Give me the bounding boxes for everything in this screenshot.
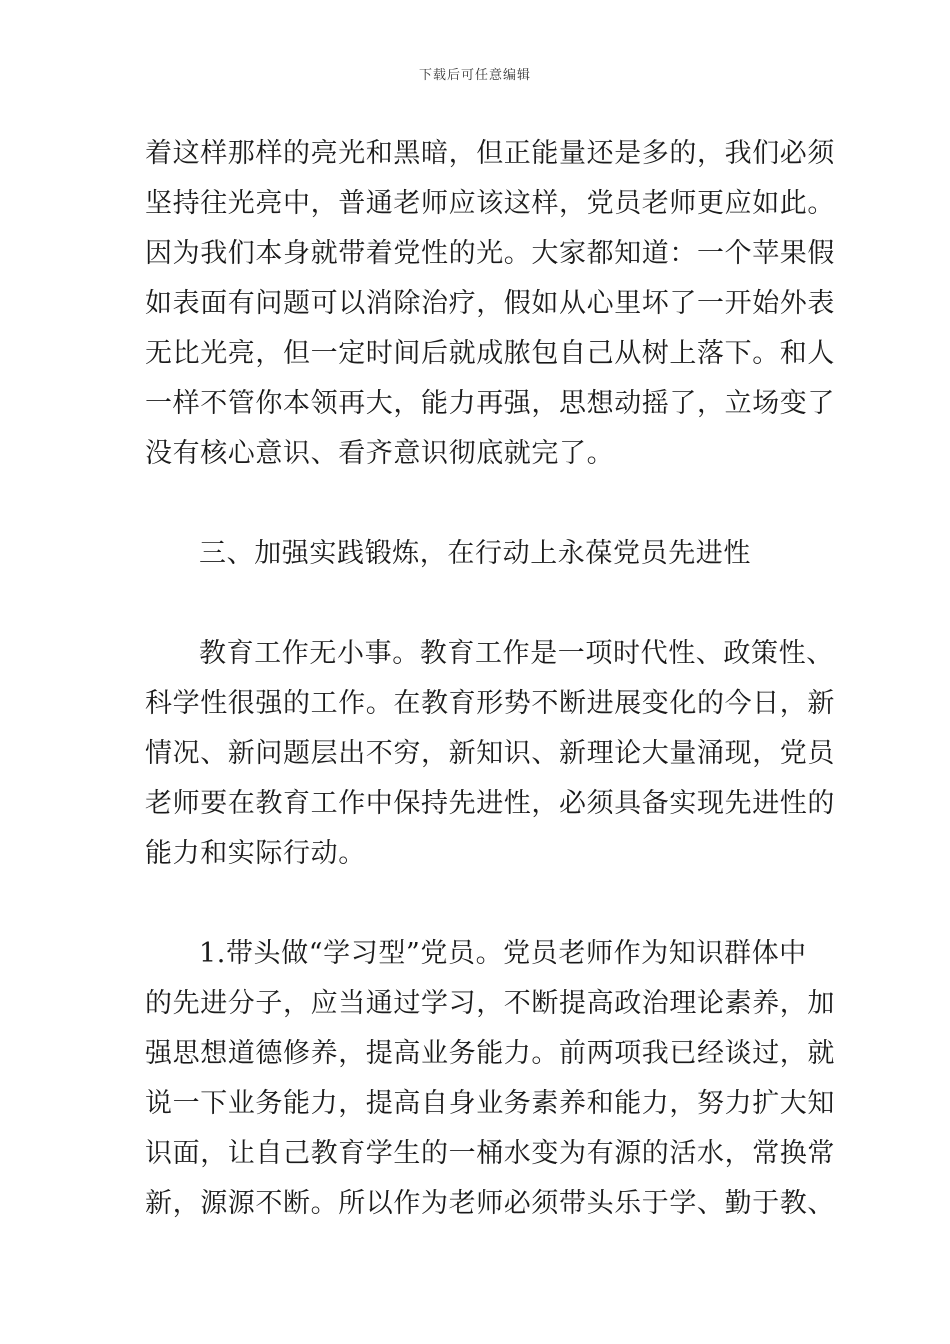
text-line: 没有核心意识、看齐意识彻底就完了。 bbox=[145, 438, 615, 469]
text-line: 教育工作无小事。教育工作是一项时代性、政策性、 bbox=[199, 638, 834, 669]
text-line: 坚持往光亮中，普通老师应该这样，党员老师更应如此。 bbox=[145, 188, 835, 219]
text-line: 能力和实际行动。 bbox=[145, 838, 366, 869]
text-line: 着这样那样的亮光和黑暗，但正能量还是多的，我们必须 bbox=[145, 138, 835, 169]
paragraph-education-work bbox=[145, 629, 835, 879]
text-line: 老师要在教育工作中保持先进性，必须具备实现先进性的 bbox=[145, 788, 835, 819]
text-line: 强思想道德修养，提高业务能力。前两项我已经谈过，就 bbox=[145, 1038, 835, 1069]
paragraph-spacer bbox=[145, 879, 815, 929]
paragraph-spacer bbox=[145, 479, 815, 529]
text-line: 识面，让自己教育学生的一桶水变为有源的活水，常换常 bbox=[145, 1138, 835, 1169]
paragraph-learning-member bbox=[145, 929, 835, 1229]
text-line: 1.带头做“学习型”党员。党员老师作为知识群体中 bbox=[199, 938, 807, 969]
paragraph-continuation bbox=[145, 129, 835, 479]
text-line: 无比光亮，但一定时间后就成脓包自己从树上落下。和人 bbox=[145, 338, 835, 369]
text-line: 说一下业务能力，提高自身业务素养和能力，努力扩大知 bbox=[145, 1088, 835, 1119]
text-line: 情况、新问题层出不穷，新知识、新理论大量涌现，党员 bbox=[145, 738, 835, 769]
text-line: 一样不管你本领再大，能力再强，思想动摇了，立场变了 bbox=[145, 388, 835, 419]
section-heading: 三、加强实践锻炼，在行动上永葆党员先进性 bbox=[199, 538, 751, 569]
text-line: 如表面有问题可以消除治疗，假如从心里坏了一开始外表 bbox=[145, 288, 835, 319]
text-line: 因为我们本身就带着党性的光。大家都知道：一个苹果假 bbox=[145, 238, 835, 269]
page-header-note: 下载后可任意编辑 bbox=[418, 68, 531, 83]
text-line: 新，源源不断。所以作为老师必须带头乐于学、勤于教、 bbox=[145, 1188, 835, 1219]
paragraph-spacer bbox=[145, 579, 815, 629]
text-line: 的先进分子，应当通过学习，不断提高政治理论素养，加 bbox=[145, 988, 835, 1019]
text-line: 科学性很强的工作。在教育形势不断进展变化的今日，新 bbox=[145, 688, 835, 719]
document-body bbox=[145, 129, 835, 1229]
